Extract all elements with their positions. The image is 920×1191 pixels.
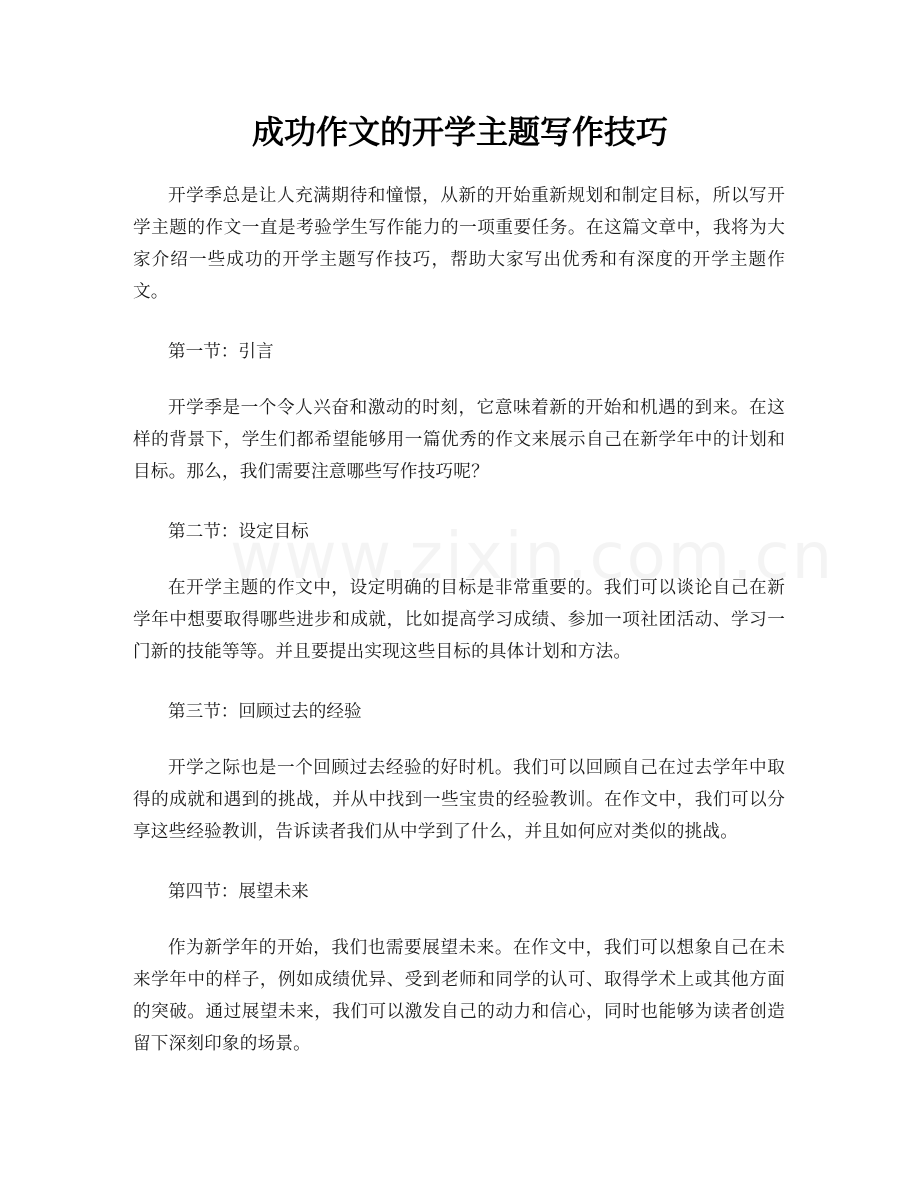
section-paragraph-3: 开学之际也是一个回顾过去经验的好时机。我们可以回顾自己在过去学年中取得的成就和遇到的挑战，并从中找到一些宝贵的经验教训。在作文中，我们可以分享这些经验教训，告诉读者我们从中学到了什么，并且如何应对类似的挑战。	[133, 758, 785, 842]
section-paragraph-4: 作为新学年的开始，我们也需要展望未来。在作文中，我们可以想象自己在未来学年中的样子，例如成绩优异、受到老师和同学的认可、取得学术上或其他方面的突破。通过展望未来，我们可以激发自己的动力和信心，同时也能够为读者创造留下深刻印象的场景。	[133, 938, 785, 1054]
section-heading-4: 第四节：展望未来	[168, 882, 309, 902]
section-paragraph-2: 在开学主题的作文中，设定明确的目标是非常重要的。我们可以谈论自己在新学年中想要取得哪些进步和成就，比如提高学习成绩、参加一项社团活动、学习一门新的技能等等。并且要提出实现这些目标的具体计划和方法。	[133, 578, 785, 662]
document-body	[133, 180, 785, 1088]
section-heading-1: 第一节：引言	[168, 342, 274, 362]
section-heading-2: 第二节：设定目标	[168, 522, 309, 542]
section-heading-3: 第三节：回顾过去的经验	[168, 702, 362, 722]
section-paragraph-1: 开学季是一个令人兴奋和激动的时刻，它意味着新的开始和机遇的到来。在这样的背景下，学生们都希望能够用一篇优秀的作文来展示自己在新学年中的计划和目标。那么，我们需要注意哪些写作技巧呢？	[133, 398, 785, 482]
intro-paragraph: 开学季总是让人充满期待和憧憬，从新的开始重新规划和制定目标，所以写开学主题的作文一直是考验学生写作能力的一项重要任务。在这篇文章中，我将为大家介绍一些成功的开学主题写作技巧，帮助大家写出优秀和有深度的开学主题作文。	[133, 186, 785, 302]
page-title: 成功作文的开学主题写作技巧	[251, 113, 668, 151]
